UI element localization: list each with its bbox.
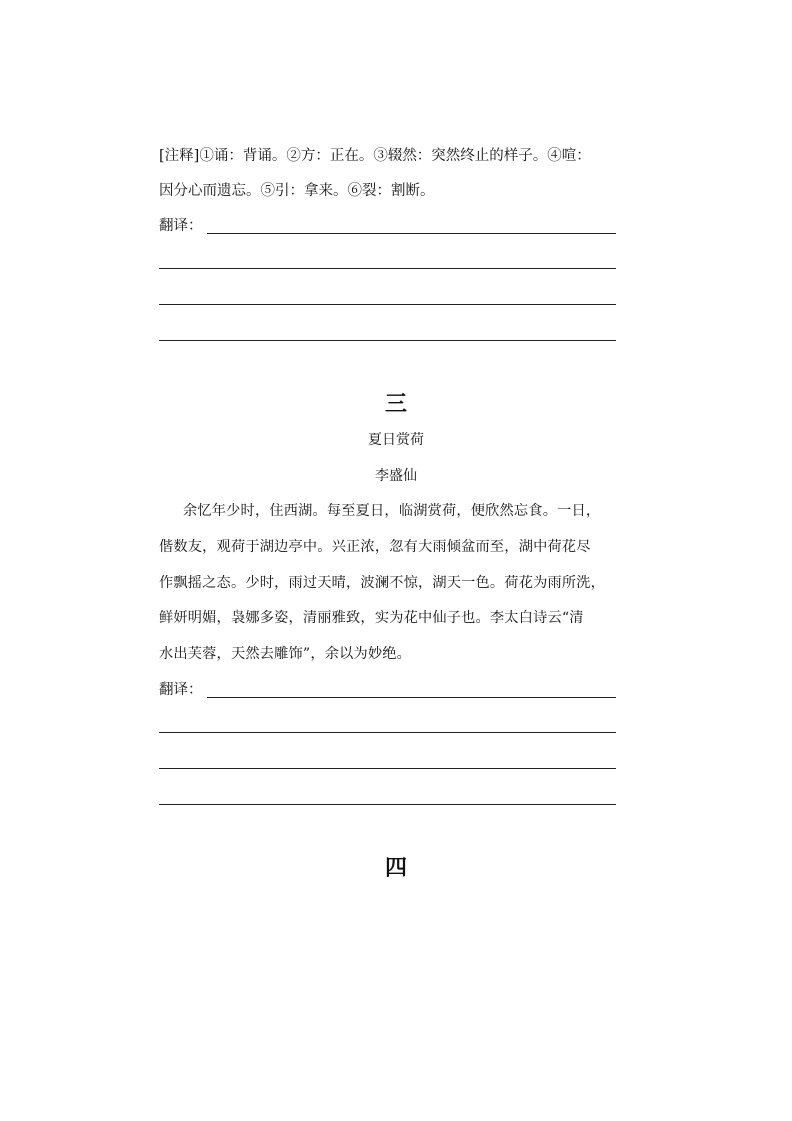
section-number: 四 xyxy=(384,855,407,881)
answer-line[interactable] xyxy=(159,340,616,341)
notes-line-2: 因分心而遗忘。⑤引：拿来。⑥裂：割断。 xyxy=(159,183,435,199)
passage-line-3: 作飘摇之态。少时，雨过天晴，波澜不惊，湖天一色。荷花为雨所洗， xyxy=(159,575,606,591)
passage-line-1: 余忆年少时，住西湖。每至夏日，临湖赏荷，便欣然忘食。一日， xyxy=(183,503,601,519)
answer-line[interactable] xyxy=(159,732,616,733)
section-number: 三 xyxy=(384,391,407,417)
passage-line-5: 水出芙蓉，天然去雕饰”，余以为妙绝。 xyxy=(159,646,412,662)
answer-line[interactable] xyxy=(159,304,616,305)
passage-line-2: 偕数友，观荷于湖边亭中。兴正浓，忽有大雨倾盆而至，湖中荷花尽 xyxy=(159,539,591,555)
passage-title: 夏日赏荷 xyxy=(368,432,424,448)
answer-line[interactable] xyxy=(159,268,616,269)
translation-label: 翻译： xyxy=(159,682,203,698)
answer-line[interactable] xyxy=(207,233,616,234)
translation-label: 翻译： xyxy=(159,218,203,234)
answer-line[interactable] xyxy=(159,768,616,769)
answer-line[interactable] xyxy=(159,804,616,805)
passage-line-4: 鲜妍明媚，袅娜多姿，清丽雅致，实为花中仙子也。李太白诗云“清 xyxy=(159,610,584,626)
answer-line[interactable] xyxy=(207,697,616,698)
notes-line-1: [注释]①诵：背诵。②方：正在。③辍然：突然终止的样子。④喧： xyxy=(159,148,591,164)
passage-author: 李盛仙 xyxy=(375,468,417,484)
